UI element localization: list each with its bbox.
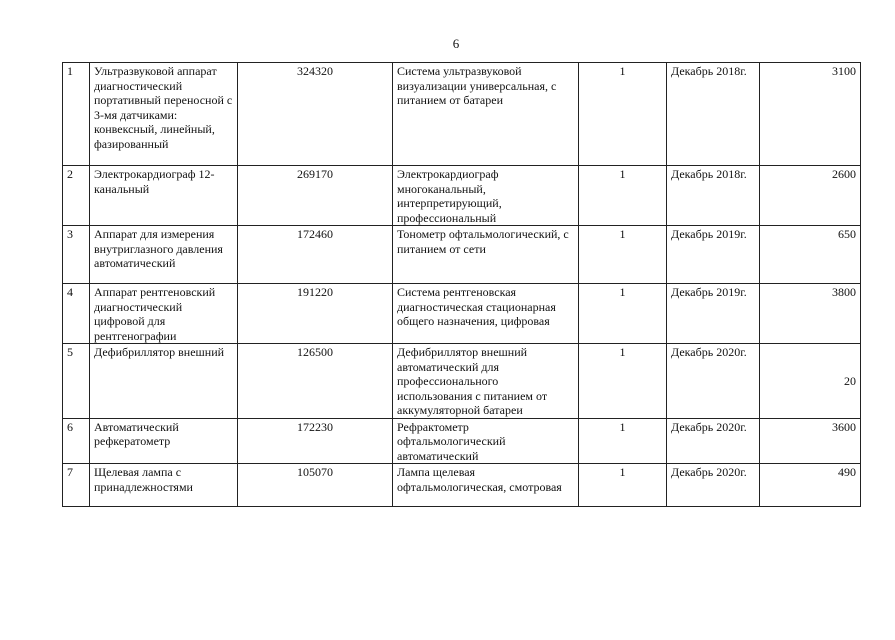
equipment-code: 172230	[238, 418, 393, 464]
row-number: 7	[63, 464, 90, 507]
delivery-date: Декабрь 2020г.	[667, 418, 760, 464]
table-row	[63, 63, 861, 166]
row-number: 3	[63, 226, 90, 284]
delivery-date: Декабрь 2018г.	[667, 63, 760, 166]
equipment-description: Рефрактометр офтальмологический автоматический	[393, 418, 579, 464]
equipment-code: 105070	[238, 464, 393, 507]
row-number: 6	[63, 418, 90, 464]
equipment-price: 20	[760, 344, 861, 419]
equipment-price: 3100	[760, 63, 861, 166]
equipment-quantity: 1	[579, 464, 667, 507]
equipment-description: Тонометр офтальмологический, с питанием от сети	[393, 226, 579, 284]
equipment-name: Ультразвуковой аппарат диагностический портативный переносной с 3-мя датчиками: конвексный, линейный, фазированный	[90, 63, 238, 166]
row-number: 1	[63, 63, 90, 166]
equipment-name: Щелевая лампа с принадлежностями	[90, 464, 238, 507]
equipment-description: Система рентгеновская диагностическая стационарная общего назначения, цифровая	[393, 284, 579, 344]
equipment-description: Лампа щелевая офтальмологическая, смотровая	[393, 464, 579, 507]
equipment-code: 191220	[238, 284, 393, 344]
delivery-date: Декабрь 2018г.	[667, 166, 760, 226]
equipment-quantity: 1	[579, 418, 667, 464]
table-row	[63, 418, 861, 464]
equipment-name: Дефибриллятор внешний	[90, 344, 238, 419]
equipment-quantity: 1	[579, 63, 667, 166]
table-row	[63, 464, 861, 507]
delivery-date: Декабрь 2020г.	[667, 464, 760, 507]
equipment-price: 3800	[760, 284, 861, 344]
table-row	[63, 284, 861, 344]
equipment-quantity: 1	[579, 344, 667, 419]
equipment-quantity: 1	[579, 166, 667, 226]
page-number: 6	[452, 36, 460, 51]
table-row	[63, 166, 861, 226]
row-number: 2	[63, 166, 90, 226]
table-row	[63, 226, 861, 284]
equipment-description: Дефибриллятор внешний автоматический для профессионального использования с питанием от аккумуляторной батареи	[393, 344, 579, 419]
equipment-description: Электрокардиограф многоканальный, интерпретирующий, профессиональный	[393, 166, 579, 226]
equipment-description: Система ультразвуковой визуализации универсальная, с питанием от батареи	[393, 63, 579, 166]
delivery-date: Декабрь 2019г.	[667, 284, 760, 344]
table-row	[63, 344, 861, 419]
delivery-date: Декабрь 2020г.	[667, 344, 760, 419]
equipment-code: 269170	[238, 166, 393, 226]
equipment-name: Автоматический рефкератометр	[90, 418, 238, 464]
equipment-code: 126500	[238, 344, 393, 419]
equipment-code: 172460	[238, 226, 393, 284]
equipment-name: Аппарат для измерения внутриглазного давления автоматический	[90, 226, 238, 284]
equipment-quantity: 1	[579, 284, 667, 344]
row-number: 5	[63, 344, 90, 419]
equipment-price: 3600	[760, 418, 861, 464]
equipment-table	[62, 62, 861, 507]
equipment-name: Аппарат рентгеновский диагностический цифровой для рентгенографии	[90, 284, 238, 344]
equipment-code: 324320	[238, 63, 393, 166]
equipment-quantity: 1	[579, 226, 667, 284]
equipment-price: 490	[760, 464, 861, 507]
equipment-price: 650	[760, 226, 861, 284]
equipment-price: 2600	[760, 166, 861, 226]
delivery-date: Декабрь 2019г.	[667, 226, 760, 284]
equipment-name: Электрокардиограф 12-канальный	[90, 166, 238, 226]
row-number: 4	[63, 284, 90, 344]
